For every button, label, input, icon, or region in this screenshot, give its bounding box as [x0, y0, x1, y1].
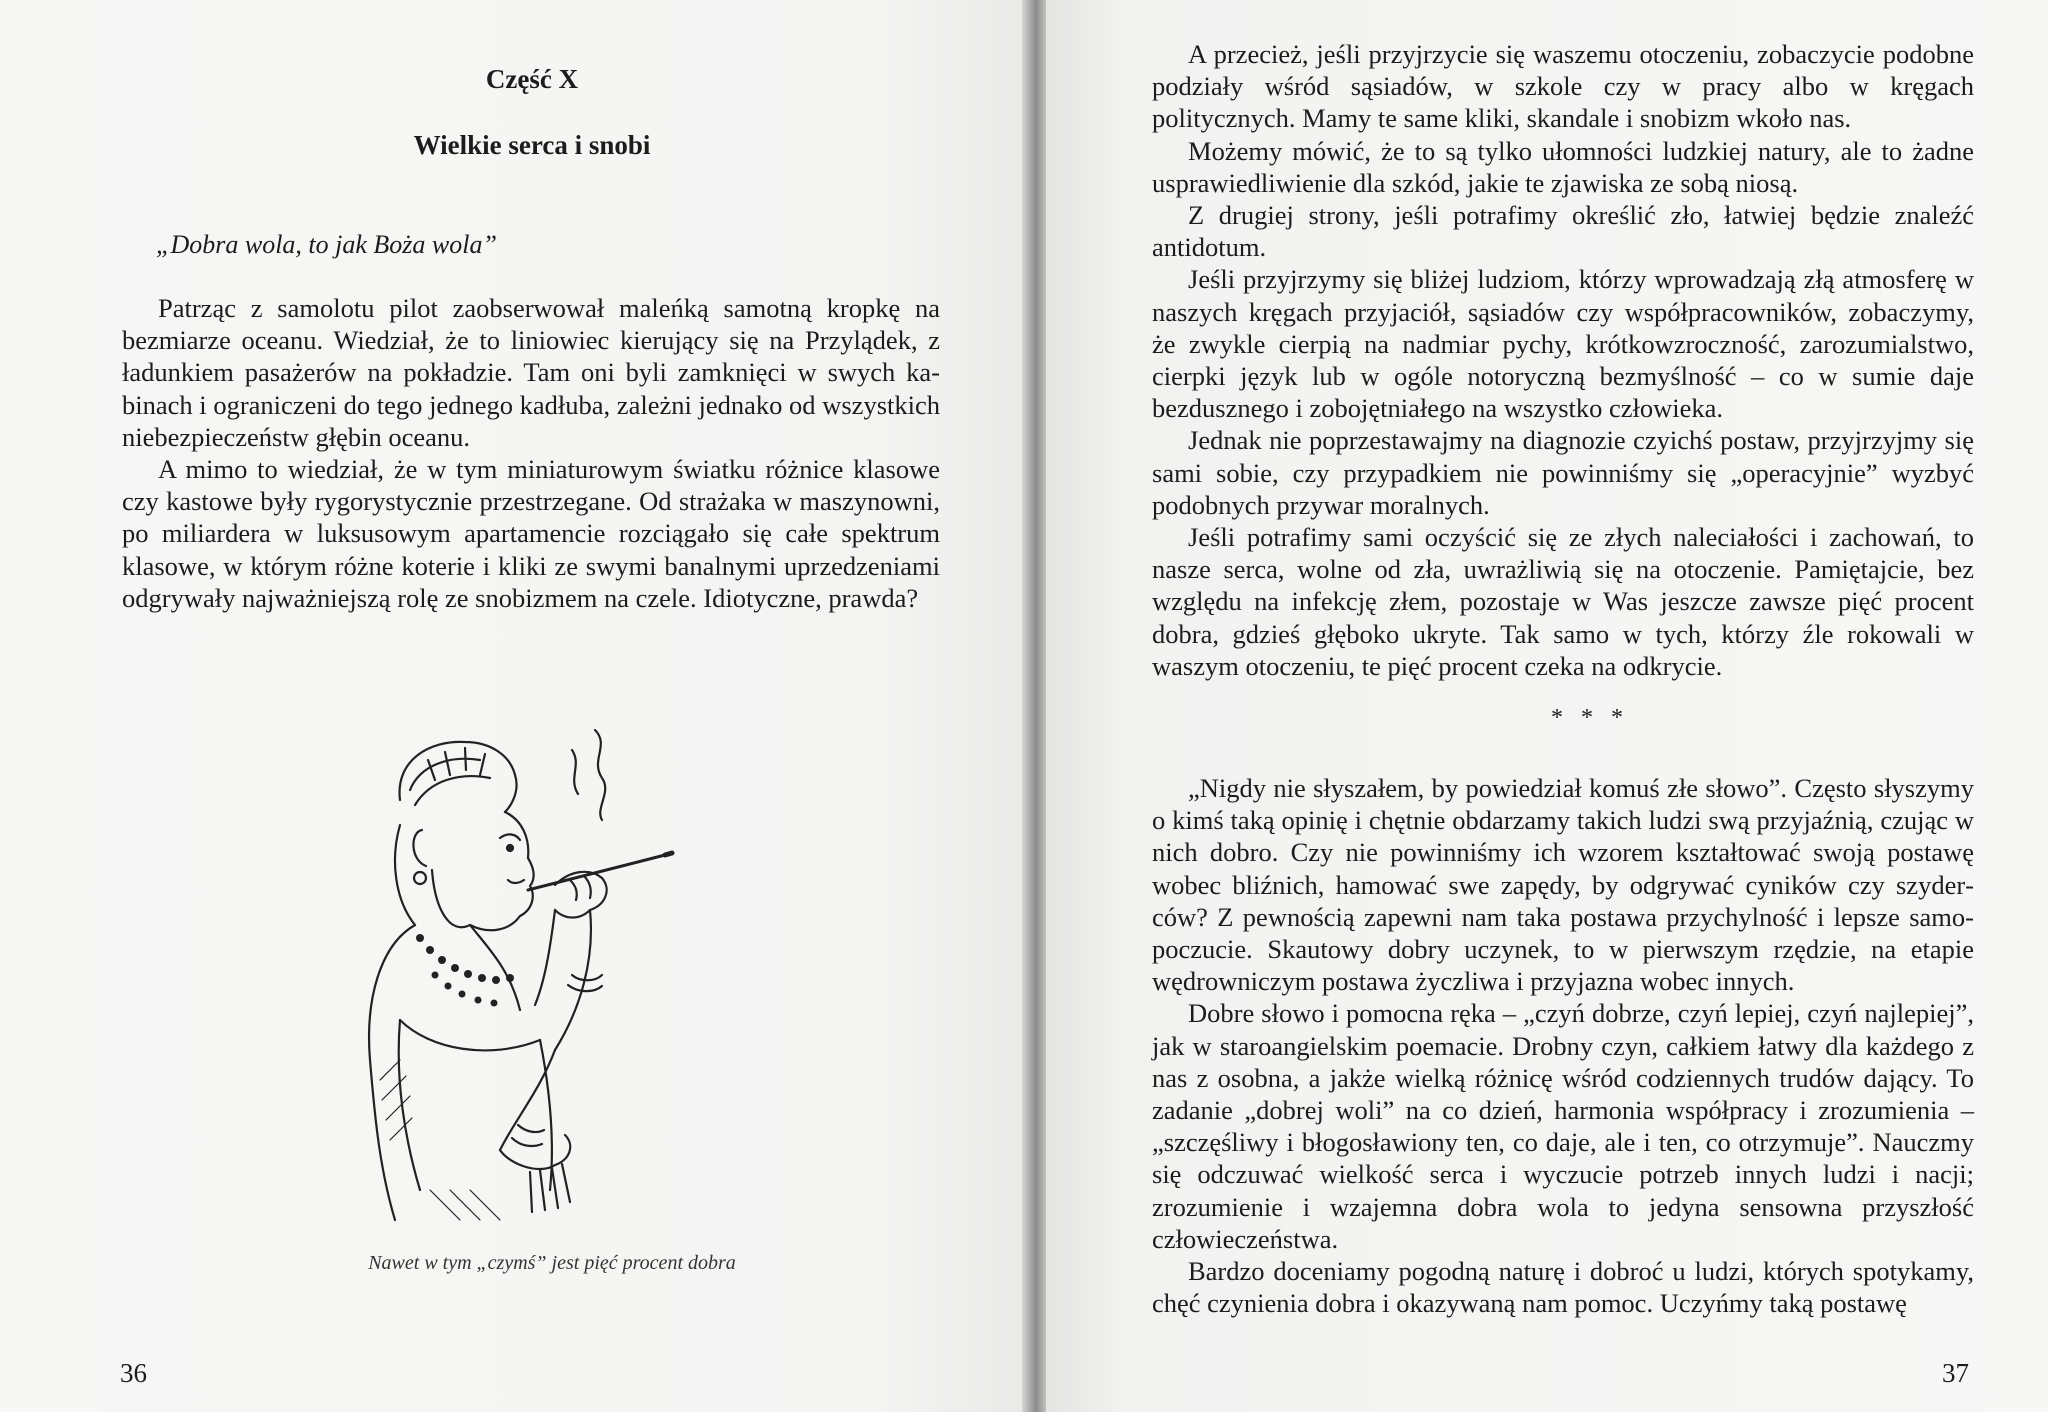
paragraph: Jeśli potrafimy sami oczyścić się ze złych naleciałości i zachowań, to nasze serca, wolne od zła, uwrażliwią się na otoczenie. Pamiętajcie, bez względu na infekcję złem, pozostaje w Was jeszcze zawsze pięć procent dobra, gdzieś głęboko ukryte. Tak samo w tych, którzy źle rokowali w waszym otoczeniu, te pięć procent czeka na odkrycie.	[1152, 522, 1974, 681]
chapter-title: Część X	[485, 64, 579, 94]
page-number-left: 36	[120, 1358, 147, 1388]
page-number-right: 37	[1942, 1358, 1969, 1388]
left-text-column	[122, 292, 940, 614]
paragraph: Z drugiej strony, jeśli potrafimy określić zło, łatwiej będzie znaleźć antidotum.	[1152, 200, 1974, 263]
paragraph: „Nigdy nie słyszałem, by powiedział komuś złe słowo”. Często słyszymy o kimś taką opinię i chętnie obdarzamy takich ludzi swą przyjaźnią, czując w nich dobro. Czy nie powinniśmy ich wzorem kształtować swoją postawę wobec bliźnich, hamować swe zapędy, by odgrywać cyników czy szyderców? Z pewnością zapewni nam taka postawa przychylność i lepsze samopoczucie. Skautowy dobry uczynek, to w pierwszym rzędzie, na etapie wędrowniczym postawa życzliwa i przyjazna wobec innych.	[1152, 773, 1974, 997]
illustration-caption: Nawet w tym „czymś” jest pięć procent dobra	[368, 1252, 736, 1274]
chapter-subtitle: Wielkie serca i snobi	[413, 130, 651, 160]
chapter-motto: „Dobra wola, to jak Boża wola”	[156, 230, 497, 259]
paragraph: Jeśli przyjrzymy się bliżej ludziom, którzy wprowadzają złą atmosferę w naszych kręgach przyjaciół, sąsiadów czy współpracowników, zobaczymy, że zwykle cierpią na nadmiar pychy, krótkowzroczność, zarozumialstwo, cierpki język lub w ogóle notoryczną bezmyślność – co w sumie daje bezdusznego i zobojętniałego na wszystko człowieka.	[1152, 264, 1974, 424]
paragraph: Jednak nie poprzestawajmy na diagnozie czyichś postaw, przyjrzyjmy się sami sobie, czy przypadkiem nie powinniśmy się „operacyjnie” wyzbyć podobnych przywar moralnych.	[1152, 425, 1974, 520]
paragraph: A mimo to wiedział, że w tym miniaturowym światku różnice klasowe czy kastowe były rygorystycznie przestrzegane. Od strażaka w maszynowni, po miliardera w luksusowym apartamencie rozciągało się całe spektrum klasowe, w którym różne koterie i kliki ze swymi banalnymi uprzedzeniami odgrywały najważniejszą rolę ze snobizmem na czele. Idiotyczne, prawda?	[122, 454, 940, 613]
paragraph: Patrząc z samolotu pilot zaobserwował maleńką samotną kropkę na bezmiarze oceanu. Wiedział, że to liniowiec kierujący się na Przylądek, z ładunkiem pasażerów na pokładzie. Tam oni byli zamknięci w swych kabinach i ograniczeni do tego jednego kadłuba, zależni jednako od wszystkich niebezpieczeństw głębin oceanu.	[122, 293, 940, 452]
paragraph: Możemy mówić, że to są tylko ułomności ludzkiej natury, ale to żadne usprawiedliwienie dla szkód, jakie te zjawiska ze sobą niosą.	[1152, 135, 1974, 198]
paragraph: Dobre słowo i pomocna ręka – „czyń dobrze, czyń lepiej, czyń najlepiej”, jak w staroangielskim poemacie. Drobny czyn, całkiem łatwy dla każdego z nas z osobna, a jakże wielką różnicę wśród codziennych trudów dający. To zadanie „dobrej woli” na co dzień, harmonia współpracy i zrozumienia – „szczęśliwy i błogosławiony ten, co daje, ale i ten, co otrzymuje”. Nauczmy się odczuwać wielkość serca i wyczucie potrzeb innych ludzi i nacji; zrozumienie i wzajemna dobra wola to jedyna sensowna przyszłość człowieczeństwa.	[1152, 998, 1974, 1254]
paragraph: Bardzo doceniamy pogodną naturę i dobroć u ludzi, których spotykamy, chęć czynienia dobra i okazywaną nam pomoc. Uczyńmy taką postawę	[1152, 1256, 1974, 1319]
illustration-smoking-woman	[340, 720, 740, 1245]
right-text-column-top	[1152, 38, 1974, 682]
paragraph: A przecież, jeśli przyjrzycie się waszemu otoczeniu, zobaczycie podobne podziały wśród sąsiadów, w szkole czy w pracy albo w kręgach politycznych. Mamy te same kliki, skandale i snobizm wkoło nas.	[1152, 39, 1974, 134]
right-text-column-bottom	[1152, 772, 1974, 1319]
section-separator: * * *	[1551, 705, 1629, 731]
